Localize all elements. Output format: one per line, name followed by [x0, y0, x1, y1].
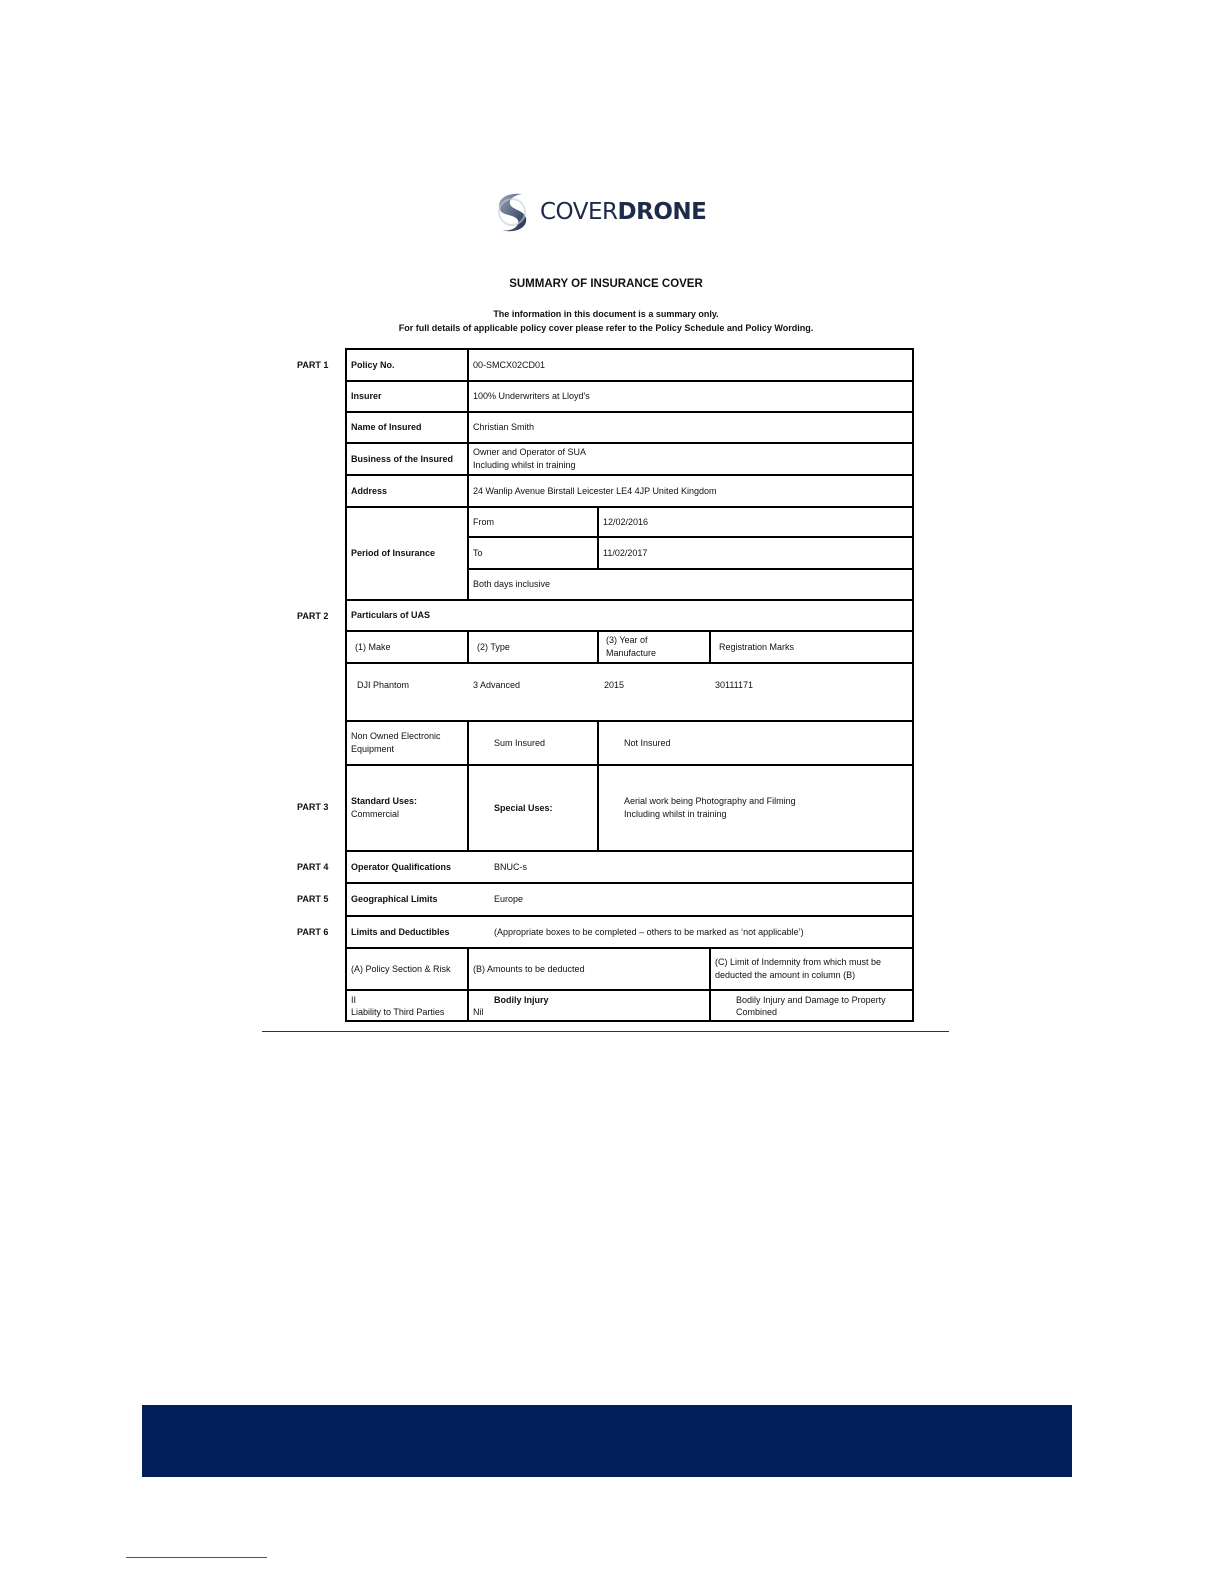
limit-of-indemnity-row: Bodily Injury and Damage to Property Combined [736, 994, 886, 1017]
part-2-label: PART 2 [297, 611, 329, 621]
part-3-label: PART 3 [297, 802, 329, 812]
uas-year: 2015 [604, 679, 625, 690]
part-5-label: PART 5 [297, 894, 329, 904]
operator-qualifications-value: BNUC-s [494, 861, 527, 872]
type-header: (2) Type [477, 641, 510, 652]
name-of-insured-value: Christian Smith [473, 422, 535, 432]
geographical-limits-value: Europe [494, 894, 524, 904]
logo-wordmark: COVERDRONE [540, 199, 707, 225]
part-1-label: PART 1 [297, 360, 329, 370]
particulars-of-uas-label: Particulars of UAS [351, 610, 431, 620]
limits-deductibles-label: Limits and Deductibles [351, 926, 450, 937]
document-bottom-rule [262, 1031, 949, 1032]
part-4-label: PART 4 [297, 862, 329, 872]
uas-registration: 30111171 [715, 679, 754, 690]
part-6-label: PART 6 [297, 927, 329, 937]
policy-section-row: II Liability to Third Parties [351, 994, 445, 1017]
to-label: To [473, 547, 483, 558]
amounts-deducted-row: Bodily Injury Nil [473, 994, 549, 1017]
summary-note: The information in this document is a summary only. [493, 309, 719, 319]
address-value: 24 Wanlip Avenue Birstall Leicester LE4 4JP United Kingdom [473, 485, 717, 496]
footnote-rule [126, 1557, 267, 1558]
limits-deductibles-note: (Appropriate boxes to be completed – others to be marked as ‘not applicable’) [494, 926, 804, 937]
insurer-label: Insurer [351, 391, 382, 401]
from-label: From [473, 516, 494, 527]
coverdrone-logo-mark [492, 190, 534, 234]
sum-insured-label: Sum Insured [494, 737, 546, 748]
business-label: Business of the Insured [351, 453, 454, 464]
amounts-deducted-header: (B) Amounts to be deducted [473, 963, 585, 974]
period-label: Period of Insurance [351, 548, 436, 558]
policy-section-header: (A) Policy Section & Risk [351, 963, 451, 974]
year-header: (3) Year of Manufacture [606, 635, 657, 658]
policy-no-value: 00-SMCX02CD01 [473, 359, 546, 370]
special-uses-label: Special Uses: [494, 802, 553, 813]
uas-type: 3 Advanced [473, 679, 521, 690]
to-date: 11/02/2017 [603, 547, 648, 558]
operator-qualifications-label: Operator Qualifications [351, 861, 452, 872]
footer-banner [142, 1405, 1072, 1477]
sum-insured-value: Not Insured [624, 737, 671, 748]
make-header: (1) Make [355, 641, 391, 652]
from-date: 12/02/2016 [603, 516, 649, 527]
registration-marks-header: Registration Marks [719, 641, 795, 652]
special-uses-value: Aerial work being Photography and Filming Including whilst in training [624, 796, 796, 819]
coverdrone-logo [492, 190, 706, 234]
standard-uses: Standard Uses: Commercial [351, 796, 418, 819]
uas-make: DJI Phantom [357, 679, 410, 690]
geographical-limits-label: Geographical Limits [351, 894, 438, 904]
insurer-value: 100% Underwriters at Lloyd's [473, 391, 590, 401]
business-value: Owner and Operator of SUA Including whilst in training [473, 447, 587, 470]
document-title: SUMMARY OF INSURANCE COVER [509, 278, 703, 290]
both-days-inclusive: Both days inclusive [473, 579, 551, 589]
non-owned-equipment-label: Non Owned Electronic Equipment [351, 731, 441, 754]
limit-of-indemnity-header: (C) Limit of Indemnity from which must be deducted the amount in column (B) [715, 957, 882, 980]
address-label: Address [351, 485, 388, 496]
policy-reference-note: For full details of applicable policy cover please refer to the Policy Schedule and Policy Wording. [398, 323, 814, 333]
name-of-insured-label: Name of Insured [351, 422, 422, 432]
policy-no-label: Policy No. [351, 359, 395, 370]
